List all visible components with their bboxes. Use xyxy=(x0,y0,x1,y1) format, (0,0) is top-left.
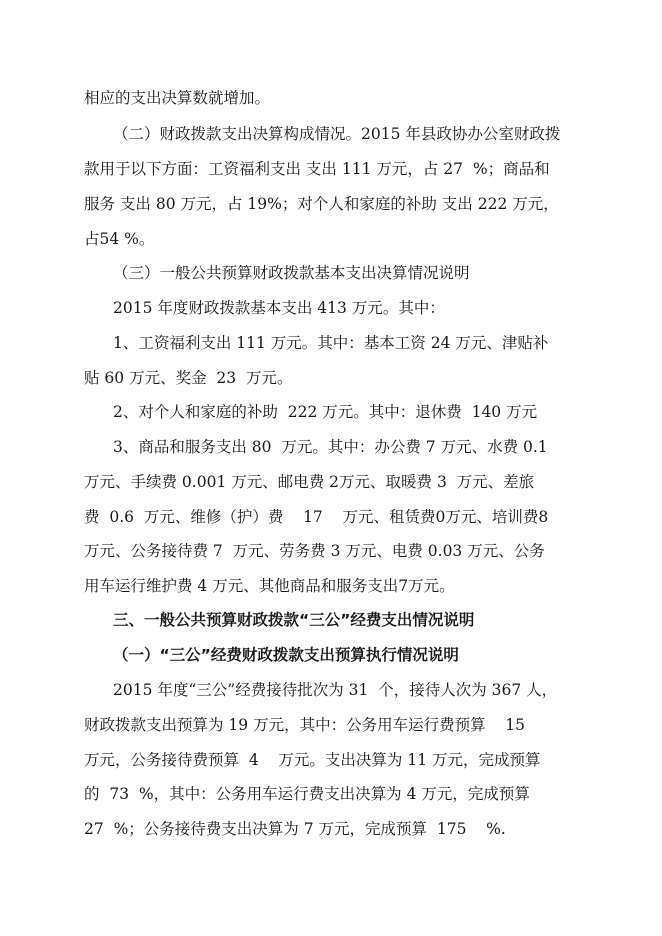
paragraph-line: 服务 支出 80 万元，占 19%；对个人和家庭的补助 支出 222 万元， xyxy=(84,195,559,213)
paragraph-line: 的 73 %，其中：公务用车运行费支出决算为 4 万元，完成预算 xyxy=(84,785,530,803)
paragraph-line: 2015 年度“三公”经费接待批次为 31 个，接待人次为 367 人， xyxy=(113,681,558,699)
section-subheading: （三）一般公共预算财政拨款基本支出决算情况说明 xyxy=(113,264,470,282)
paragraph-line: 万元、公务接待费 7 万元、劳务费 3 万元、电费 0.03 万元、公务 xyxy=(84,542,545,560)
paragraph-line: 财政拨款支出预算为 19 万元，其中：公务用车运行费预算 15 xyxy=(84,716,526,734)
paragraph-line: 1、工资福利支出 111 万元。其中：基本工资 24 万元、津贴补 xyxy=(113,334,549,352)
paragraph-line: 费 0.6 万元、维修（护）费 17 万元、租赁费0万元、培训费8 xyxy=(84,508,549,526)
paragraph-line: 用车运行维护费 4 万元、其他商品和服务支出7万元。 xyxy=(84,577,455,595)
paragraph-line: 相应的支出决算数就增加。 xyxy=(84,89,271,107)
section-heading: 三、一般公共预算财政拨款“三公”经费支出情况说明 xyxy=(113,611,475,629)
paragraph-line: 27 %；公务接待费支出决算为 7 万元，完成预算 175 %. xyxy=(84,820,506,838)
paragraph-line: 款用于以下方面：工资福利支出 支出 111 万元，占 27 %；商品和 xyxy=(84,160,550,178)
paragraph-line: 万元，公务接待费预算 4 万元。支出决算为 11 万元，完成预算 xyxy=(84,751,541,769)
paragraph-line: 2015 年度财政拨款基本支出 413 万元。其中： xyxy=(113,299,445,317)
paragraph-line: 万元、手续费 0.001 万元、邮电费 2万元、取暖费 3 万元、差旅 xyxy=(84,473,535,491)
paragraph-line: 贴 60 万元、奖金 23 万元。 xyxy=(84,369,293,387)
paragraph-line: 3、商品和服务支出 80 万元。其中：办公费 7 万元、水费 0.1 xyxy=(113,438,548,456)
paragraph-line: （二）财政拨款支出决算构成情况。2015 年县政协办公室财政拨 xyxy=(113,125,561,143)
paragraph-line: 占54 %。 xyxy=(84,230,155,248)
section-subheading: （一）“三公”经费财政拨款支出预算执行情况说明 xyxy=(113,646,459,664)
paragraph-line: 2、对个人和家庭的补助 222 万元。其中：退休费 140 万元 xyxy=(113,403,538,421)
